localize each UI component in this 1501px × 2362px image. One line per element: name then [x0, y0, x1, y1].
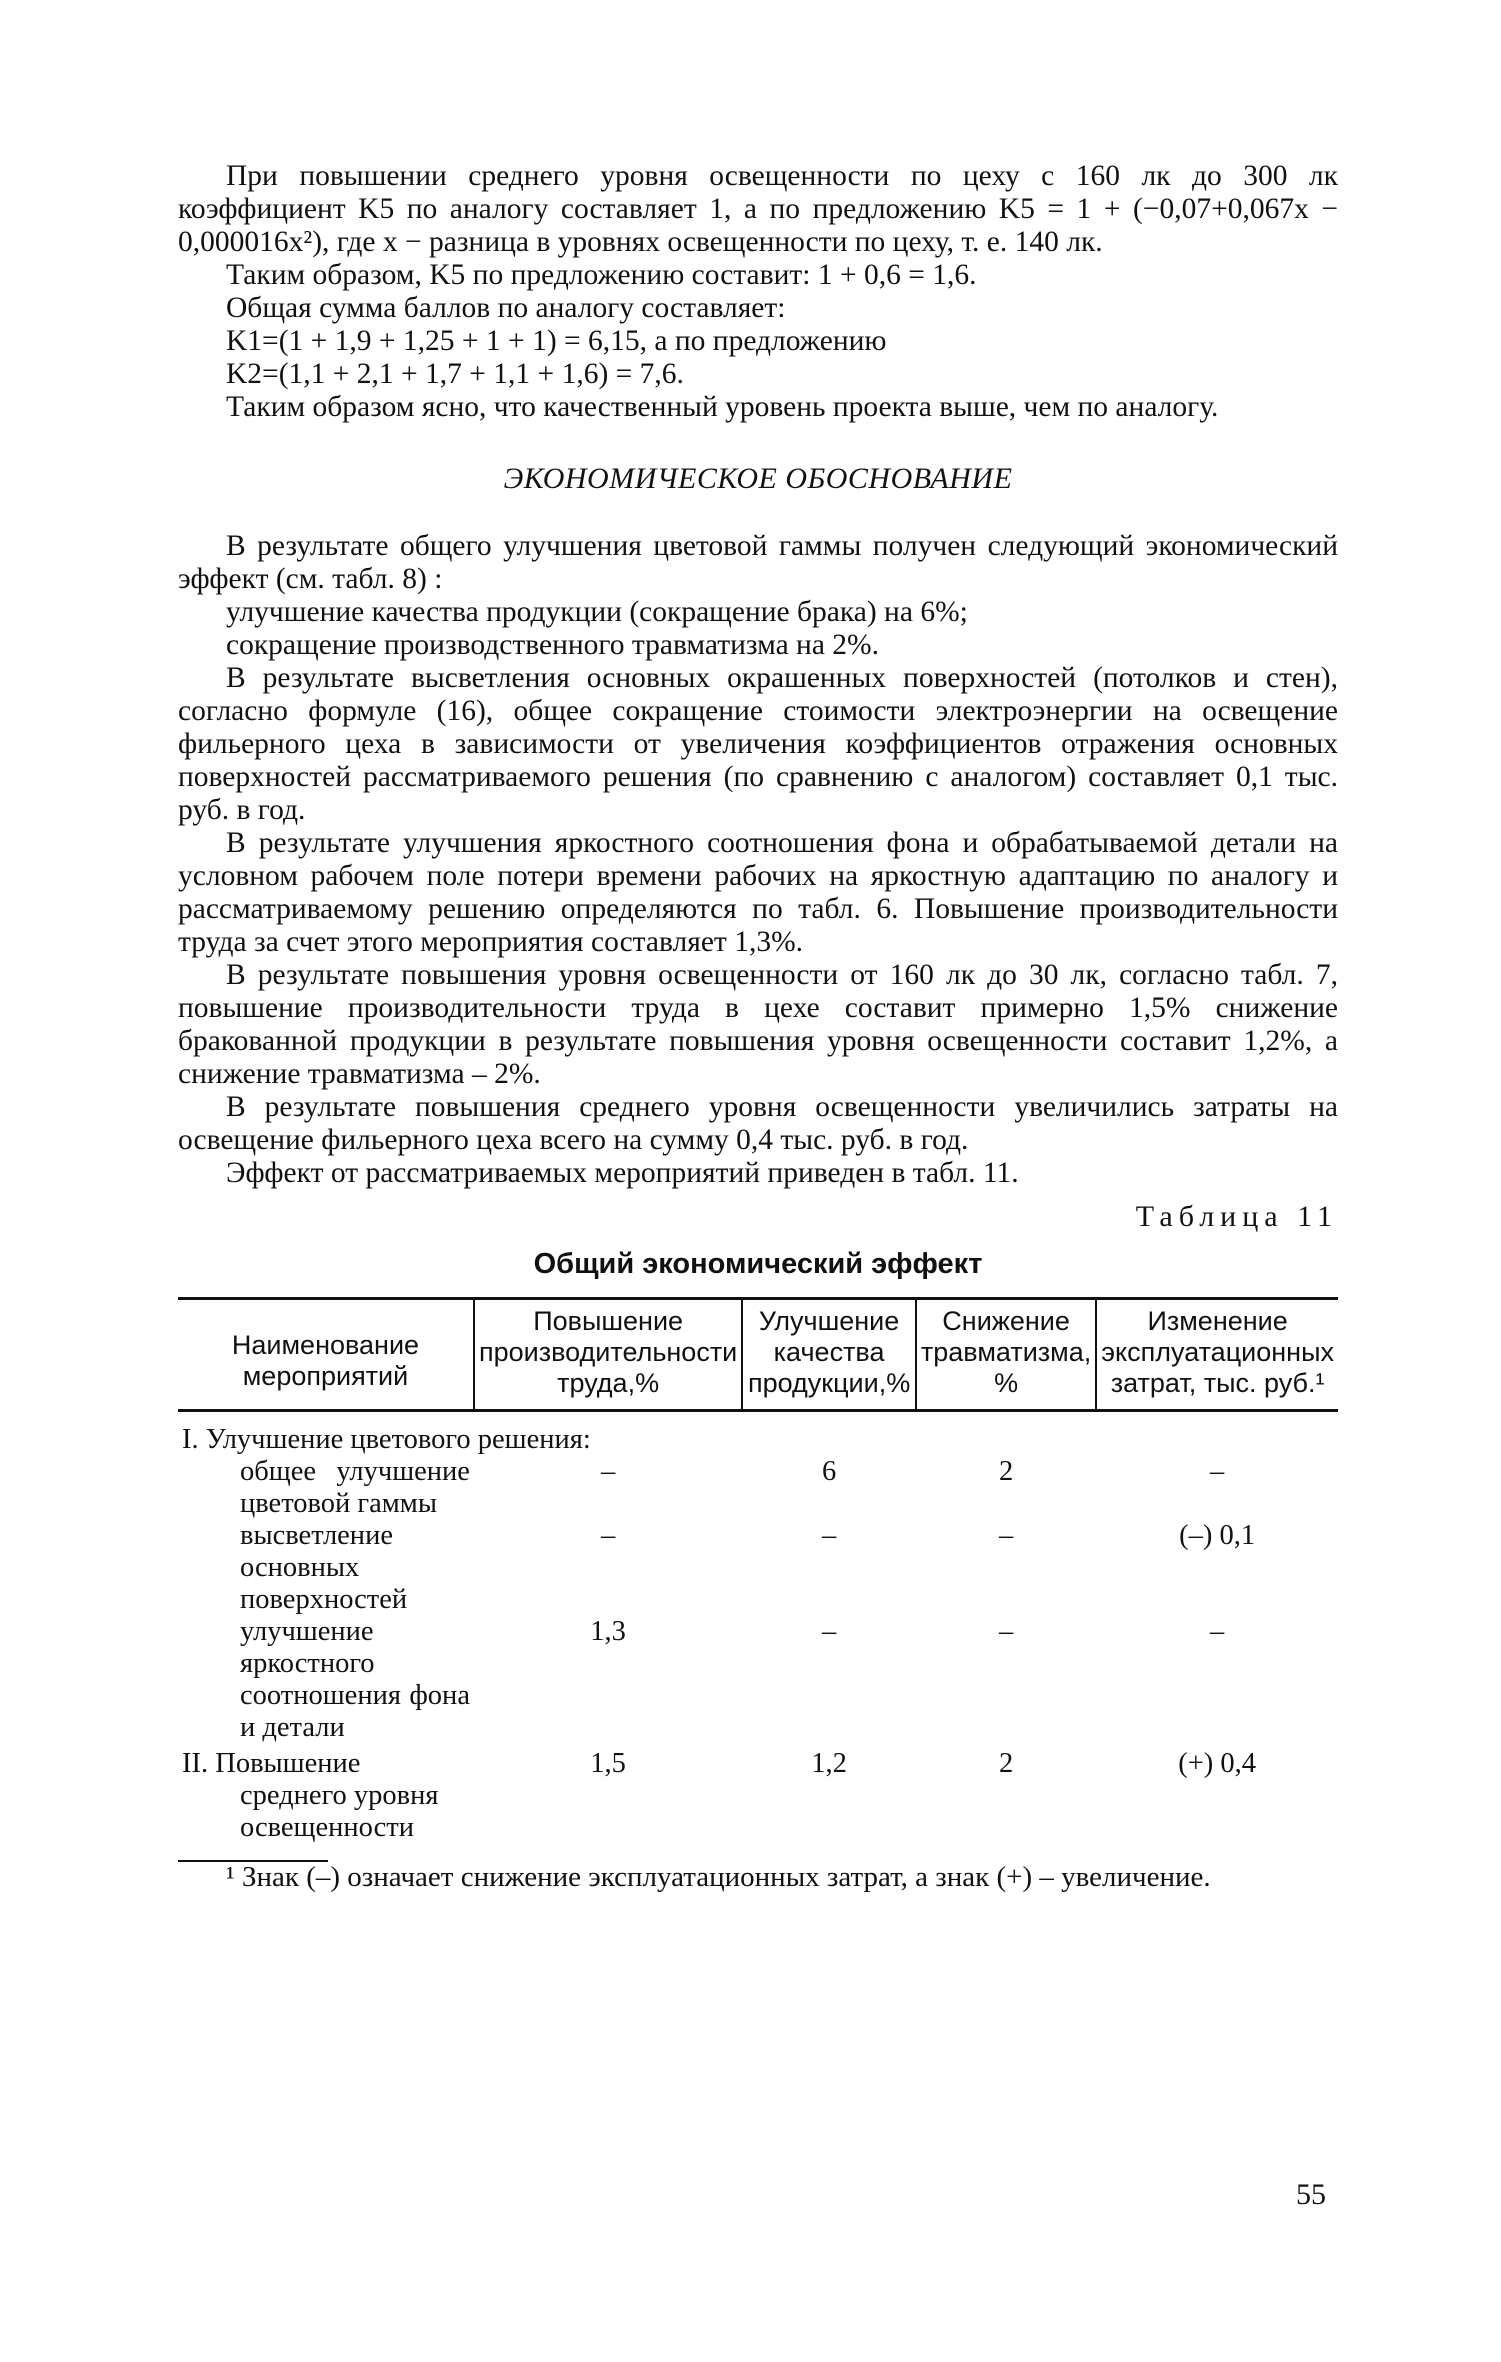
- table-row: [178, 1744, 1338, 1844]
- cell-productivity: –: [600, 1456, 616, 1487]
- cell-costs: –: [1209, 1616, 1225, 1647]
- table-row: [178, 1616, 1338, 1744]
- table-title: Общий экономический эффект: [533, 1248, 983, 1280]
- cell-productivity: 1,5: [590, 1748, 626, 1779]
- cell-injury: –: [998, 1616, 1014, 1647]
- header-costs: Изменение эксплуатационных затрат, тыс. руб.¹: [1096, 1299, 1338, 1411]
- cell-injury: 2: [998, 1748, 1014, 1779]
- paragraph-intro-3: Общая сумма баллов по аналогу составляет:: [226, 292, 786, 324]
- cell-quality: 1,2: [811, 1748, 847, 1779]
- economic-effect-table: [178, 1297, 1338, 1844]
- paragraph-intro-2: Таким образом, K5 по предложению составит: 1 + 0,6 = 1,6.: [226, 259, 977, 291]
- section-1-name: I. Улучшение цветового решения:: [182, 1424, 591, 1455]
- cell-productivity: 1,3: [590, 1616, 626, 1647]
- paragraph-intro-conclusion: Таким образом ясно, что качественный уровень проекта выше, чем по аналогу.: [226, 391, 1219, 423]
- paragraph-body-5: В результате повышения среднего уровня освещенности увеличились затраты на освещение фильерного цеха всего на сумму 0,4 тыс. руб. в год.: [178, 1091, 1338, 1156]
- header-injury: Снижение травматизма, %: [916, 1299, 1096, 1411]
- cell-costs: –: [1209, 1456, 1225, 1487]
- cell-costs: (–) 0,1: [1179, 1520, 1256, 1551]
- cell-injury: –: [998, 1520, 1014, 1551]
- paragraph-body-1: В результате общего улучшения цветовой гаммы получен следующий экономический эффект (см. табл. 8) :: [178, 530, 1338, 595]
- cell-costs: (+) 0,4: [1178, 1748, 1257, 1779]
- list-item-injury: сокращение производственного травматизма на 2%.: [226, 629, 880, 661]
- row-name: высветление основных поверхностей: [240, 1520, 408, 1615]
- list-item-quality: улучшение качества продукции (сокращение брака) на 6%;: [226, 596, 968, 628]
- header-quality: Улучшение качества продукции,%: [742, 1299, 916, 1411]
- formula-k2: K2=(1,1 + 2,1 + 1,7 + 1,1 + 1,6) = 7,6.: [226, 358, 684, 390]
- row-name: улучшение яркостного соотношения фона и детали: [240, 1616, 470, 1743]
- cell-quality: –: [821, 1520, 837, 1551]
- header-measure-name: Наименование мероприятий: [178, 1299, 474, 1411]
- formula-k1: K1=(1 + 1,9 + 1,25 + 1 + 1) = 6,15, а по предложению: [226, 325, 887, 357]
- cell-quality: 6: [821, 1456, 837, 1487]
- section-heading: ЭКОНОМИЧЕСКОЕ ОБОСНОВАНИЕ: [503, 462, 1013, 495]
- row-name: общее улучшение цветовой гаммы: [240, 1456, 470, 1519]
- section-2-name: II. Повышение среднего уровня освещенности: [182, 1748, 439, 1843]
- cell-injury: 2: [998, 1456, 1014, 1487]
- page-number: 55: [1296, 2178, 1326, 2211]
- table-label: Таблица 11: [1135, 1200, 1338, 1233]
- document-page: [178, 160, 1338, 1922]
- paragraph-body-2: В результате высветления основных окрашенных поверхностей (потолков и стен), согласно формуле (16), общее сокращение стоимости электроэнергии на освещение фильерного цеха в зависимости от увеличения коэффициентов отражения основных поверхностей рассматриваемого решения (по сравнению с аналогом) составляет 0,1 тыс. руб. в год.: [178, 662, 1338, 826]
- header-productivity: Повышение производительности труда,%: [474, 1299, 742, 1411]
- table-header-row: [178, 1299, 1338, 1411]
- table-row: [178, 1520, 1338, 1616]
- paragraph-body-4: В результате повышения уровня освещенности от 160 лк до 30 лк, согласно табл. 7, повышение производительности труда в цехе составит примерно 1,5% снижение бракованной продукции в результате повышения уровня освещенности составит 1,2%, а снижение травматизма – 2%.: [178, 959, 1338, 1090]
- paragraph-intro-1: При повышении среднего уровня освещенности по цеху с 160 лк до 300 лк коэффициент K5 по аналогу составляет 1, а по предложению K5 = 1 + (−0,07+0,067x − 0,000016x²), где x − разница в уровнях освещенности по цеху, т. е. 140 лк.: [178, 160, 1338, 258]
- table-row: [178, 1411, 1338, 1457]
- cell-quality: –: [821, 1616, 837, 1647]
- paragraph-body-6: Эффект от рассматриваемых мероприятий приведен в табл. 11.: [226, 1157, 1019, 1189]
- footnote: ¹ Знак (–) означает снижение эксплуатационных затрат, а знак (+) – увеличение.: [226, 1861, 1211, 1893]
- paragraph-body-3: В результате улучшения яркостного соотношения фона и обрабатываемой детали на условном рабочем поле потери времени рабочих на яркостную адаптацию по аналогу и рассматриваемому решению определяются по табл. 6. Повышение производительности труда за счет этого мероприятия составляет 1,3%.: [178, 827, 1338, 958]
- table-row: [178, 1456, 1338, 1520]
- cell-productivity: –: [600, 1520, 616, 1551]
